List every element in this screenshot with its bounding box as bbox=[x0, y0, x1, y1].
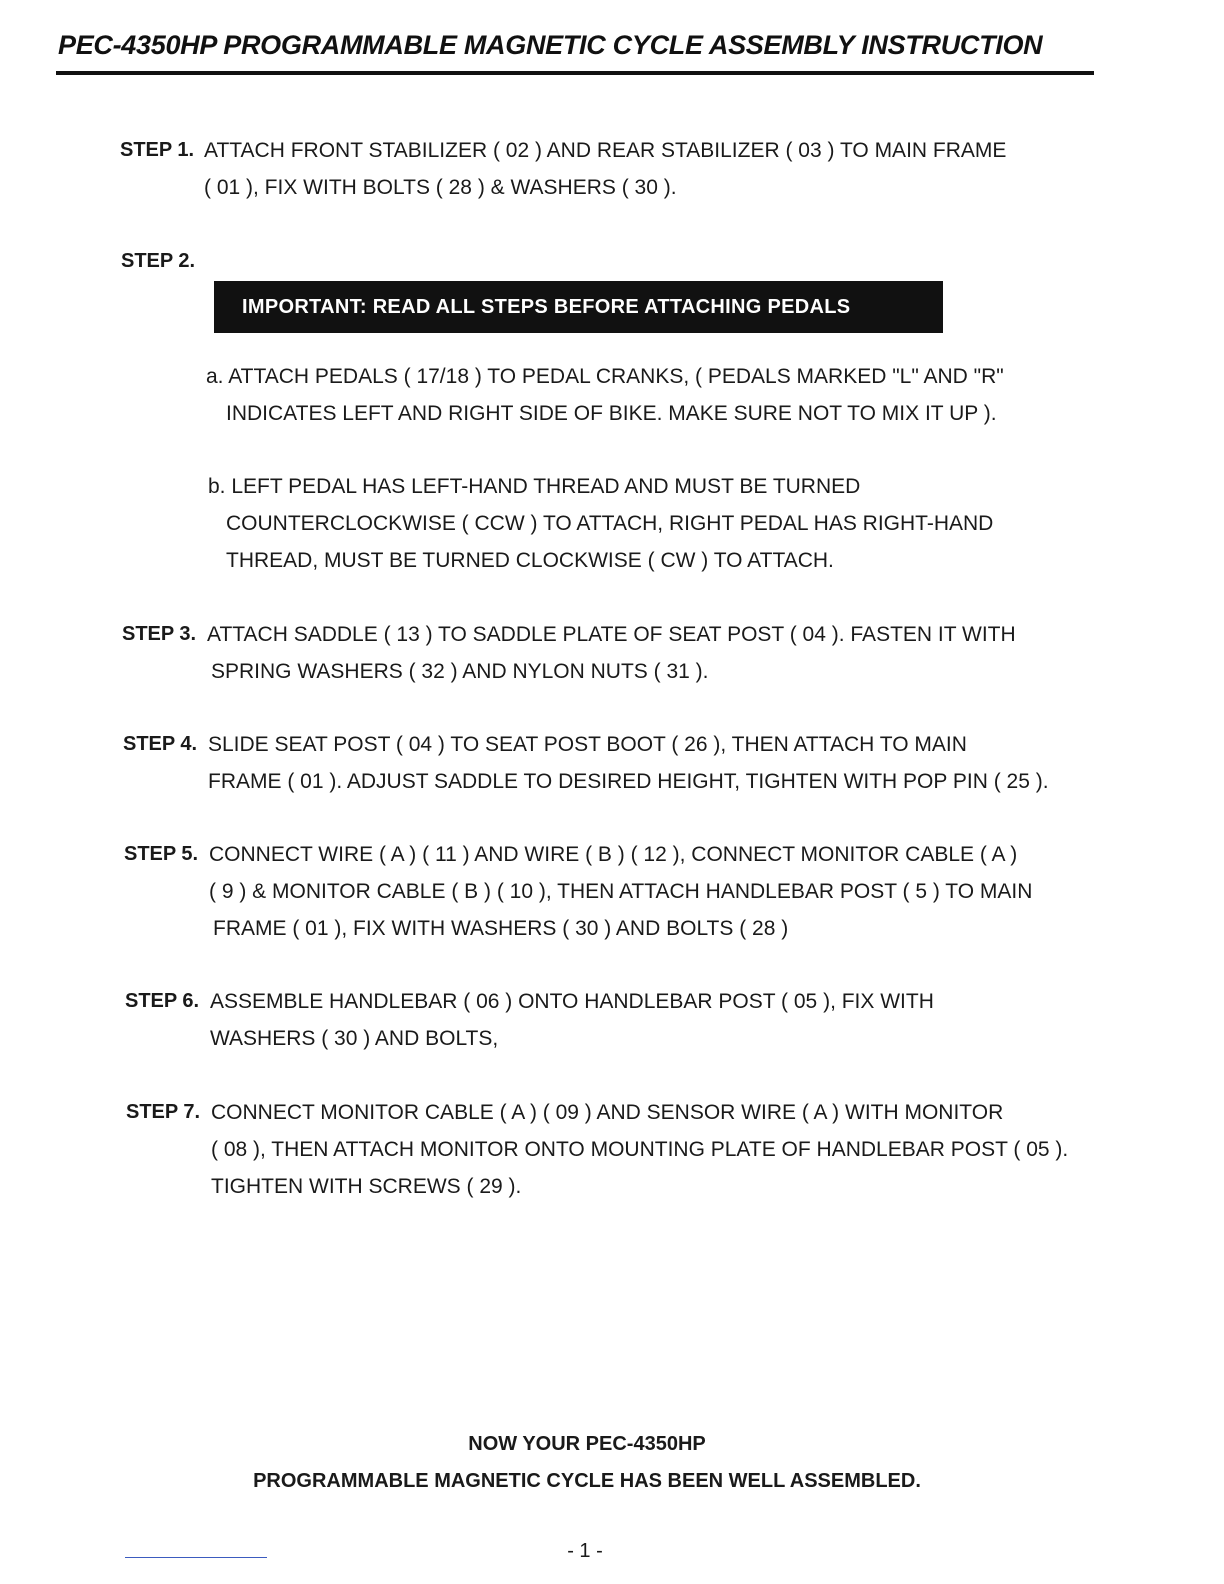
step-label: STEP 4. bbox=[123, 733, 198, 755]
substep-line: THREAD, MUST BE TURNED CLOCKWISE ( CW ) TO ATTACH. bbox=[226, 549, 834, 572]
step-label: STEP 2. bbox=[121, 250, 196, 272]
step-text bbox=[210, 983, 934, 1057]
step-line: ASSEMBLE HANDLEBAR ( 06 ) ONTO HANDLEBAR POST ( 05 ), FIX WITH bbox=[210, 990, 934, 1013]
step-text bbox=[211, 1094, 1068, 1205]
step-line: ATTACH FRONT STABILIZER ( 02 ) AND REAR STABILIZER ( 03 ) TO MAIN FRAME bbox=[204, 139, 1007, 162]
step-line: SPRING WASHERS ( 32 ) AND NYLON NUTS ( 31 ). bbox=[211, 660, 709, 683]
step-line: SLIDE SEAT POST ( 04 ) TO SEAT POST BOOT ( 26 ), THEN ATTACH TO MAIN bbox=[208, 733, 967, 756]
step-line: CONNECT MONITOR CABLE ( A ) ( 09 ) AND SENSOR WIRE ( A ) WITH MONITOR bbox=[211, 1101, 1004, 1124]
step-line: ( 9 ) & MONITOR CABLE ( B ) ( 10 ), THEN ATTACH HANDLEBAR POST ( 5 ) TO MAIN bbox=[209, 880, 1033, 903]
page-title: PEC-4350HP PROGRAMMABLE MAGNETIC CYCLE ASSEMBLY INSTRUCTION bbox=[58, 30, 1043, 60]
step-line: FRAME ( 01 ). ADJUST SADDLE TO DESIRED HEIGHT, TIGHTEN WITH POP PIN ( 25 ). bbox=[208, 770, 1049, 793]
title-underline bbox=[56, 71, 1094, 75]
substep-line: COUNTERCLOCKWISE ( CCW ) TO ATTACH, RIGHT PEDAL HAS RIGHT-HAND bbox=[226, 512, 994, 535]
page-number: - 1 - bbox=[567, 1540, 603, 1562]
substep-b bbox=[208, 468, 993, 579]
step-text bbox=[209, 836, 1032, 947]
step-line: ATTACH SADDLE ( 13 ) TO SADDLE PLATE OF SEAT POST ( 04 ). FASTEN IT WITH bbox=[207, 623, 1016, 646]
step-text bbox=[208, 726, 1049, 800]
closing-line: PROGRAMMABLE MAGNETIC CYCLE HAS BEEN WELL ASSEMBLED. bbox=[253, 1470, 921, 1492]
step-line: CONNECT WIRE ( A ) ( 11 ) AND WIRE ( B ) ( 12 ), CONNECT MONITOR CABLE ( A ) bbox=[209, 843, 1018, 866]
substep-line: a. ATTACH PEDALS ( 17/18 ) TO PEDAL CRANKS, ( PEDALS MARKED "L" AND "R" bbox=[206, 365, 1004, 388]
step-label: STEP 5. bbox=[124, 843, 199, 865]
step-line: WASHERS ( 30 ) AND BOLTS, bbox=[210, 1027, 499, 1050]
step-line: TIGHTEN WITH SCREWS ( 29 ). bbox=[211, 1175, 522, 1198]
step-line: ( 08 ), THEN ATTACH MONITOR ONTO MOUNTING PLATE OF HANDLEBAR POST ( 05 ). bbox=[211, 1138, 1069, 1161]
step-label: STEP 7. bbox=[126, 1101, 201, 1123]
footer-rule bbox=[125, 1557, 267, 1558]
substep-line: INDICATES LEFT AND RIGHT SIDE OF BIKE. MAKE SURE NOT TO MIX IT UP ). bbox=[226, 402, 997, 425]
step-label: STEP 3. bbox=[122, 623, 197, 645]
important-banner: IMPORTANT: READ ALL STEPS BEFORE ATTACHING PEDALS bbox=[214, 281, 943, 333]
substep-line: b. LEFT PEDAL HAS LEFT-HAND THREAD AND MUST BE TURNED bbox=[208, 475, 861, 498]
step-line: FRAME ( 01 ), FIX WITH WASHERS ( 30 ) AND BOLTS ( 28 ) bbox=[213, 917, 789, 940]
substep-a bbox=[206, 358, 1004, 432]
step-label: STEP 1. bbox=[120, 139, 195, 161]
step-text bbox=[207, 616, 1016, 690]
step-text bbox=[204, 132, 1006, 206]
step-line: ( 01 ), FIX WITH BOLTS ( 28 ) & WASHERS ( 30 ). bbox=[204, 176, 677, 199]
step-label: STEP 6. bbox=[125, 990, 200, 1012]
closing-line: NOW YOUR PEC-4350HP bbox=[468, 1433, 706, 1455]
